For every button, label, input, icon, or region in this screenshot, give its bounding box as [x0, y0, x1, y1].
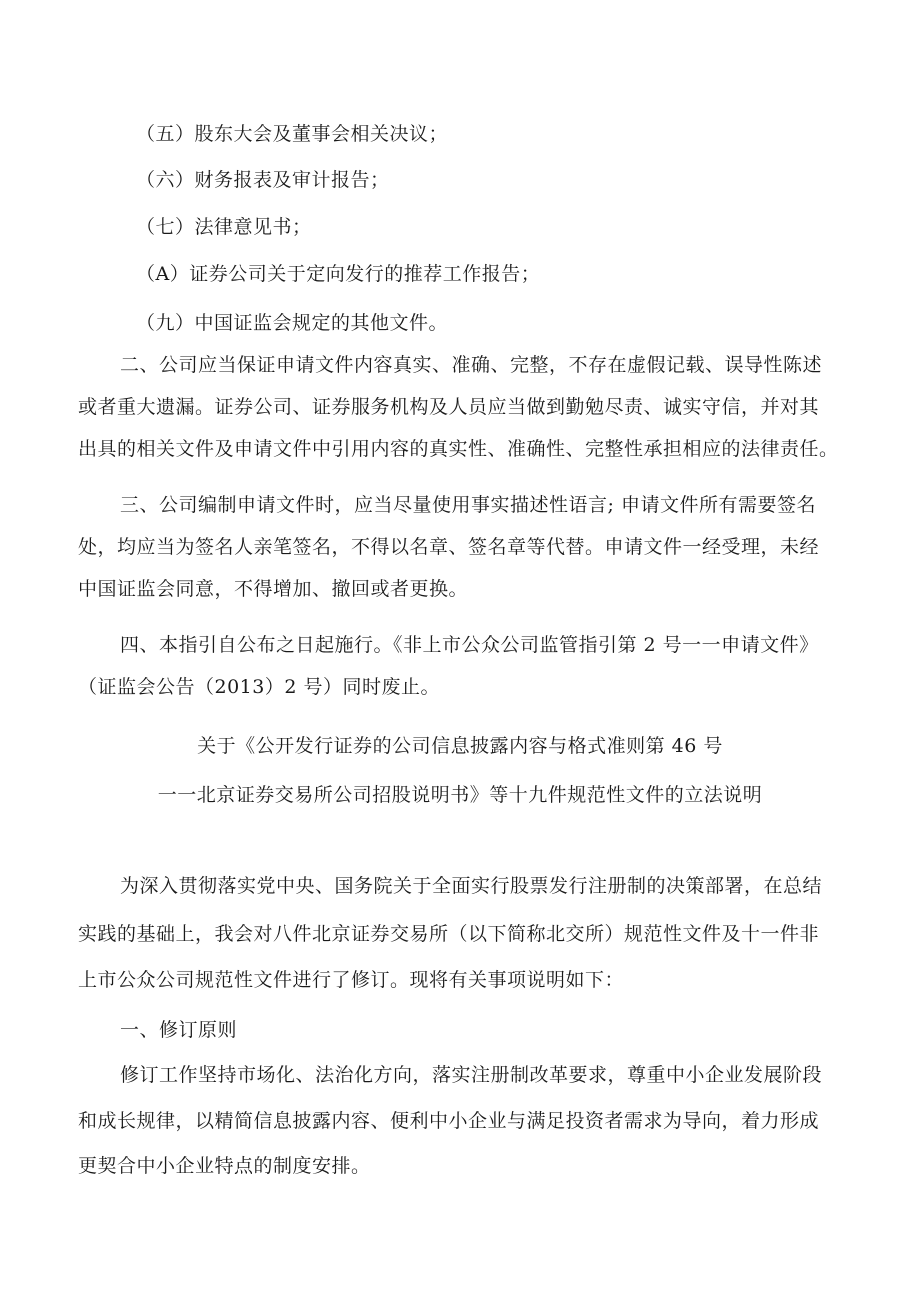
section-1-line-1: 修订工作坚持市场化、法治化方向，落实注册制改革要求，尊重中小企业发展阶段: [120, 1064, 823, 1086]
paragraph-3-line-1: 三、公司编制申请文件时，应当尽量使用事实描述性语言; 申请文件所有需要签名: [120, 494, 816, 516]
section-1-heading: 一、修订原则: [120, 1019, 238, 1041]
document-title-line-1: 关于《公开发行证券的公司信息披露内容与格式准则第 46 号: [197, 735, 723, 757]
section-1-line-3: 更契合中小企业特点的制度安排。: [78, 1155, 371, 1177]
intro-line-1: 为深入贯彻落实党中央、国务院关于全面实行股票发行注册制的决策部署，在总结: [120, 875, 823, 897]
list-item-7: （七）法律意见书；: [136, 216, 312, 238]
paragraph-2-line-2: 或者重大遗漏。证券公司、证券服务机构及人员应当做到勤勉尽责、诚实守信，并对其: [78, 396, 820, 418]
paragraph-3-line-3: 中国证监会同意，不得增加、撤回或者更换。: [78, 578, 469, 600]
intro-line-3: 上市公众公司规范性文件进行了修订。现将有关事项说明如下：: [78, 969, 625, 991]
list-item-6: （六）财务报表及审计报告；: [136, 169, 390, 191]
paragraph-3-line-2: 处，均应当为签名人亲笔签名，不得以名章、签名章等代替。申请文件一经受理，未经: [78, 536, 820, 558]
list-item-5: （五）股东大会及董事会相关决议；: [136, 123, 449, 145]
paragraph-4-line-1: 四、本指引自公布之日起施行。《非上市公众公司监管指引第 2 号一一申请文件》: [120, 634, 819, 656]
paragraph-2-line-1: 二、公司应当保证申请文件内容真实、准确、完整，不存在虚假记载、误导性陈述: [120, 354, 823, 376]
section-1-line-2: 和成长规律，以精简信息披露内容、便利中小企业与满足投资者需求为导向，着力形成: [78, 1110, 820, 1132]
list-item-9: （九）中国证监会规定的其他文件。: [136, 312, 449, 334]
list-item-8: （A）证券公司关于定向发行的推荐工作报告；: [136, 263, 541, 285]
paragraph-4-line-2: （证监会公告（2013）2 号）同时废止。: [78, 676, 440, 698]
intro-line-2: 实践的基础上，我会对八件北京证券交易所（以下简称北交所）规范性文件及十一件非: [78, 923, 820, 945]
paragraph-2-line-3: 出具的相关文件及申请文件中引用内容的真实性、准确性、完整性承担相应的法律责任。: [78, 438, 839, 460]
document-title-line-2: 一一北京证券交易所公司招股说明书》等十九件规范性文件的立法说明: [157, 784, 763, 806]
